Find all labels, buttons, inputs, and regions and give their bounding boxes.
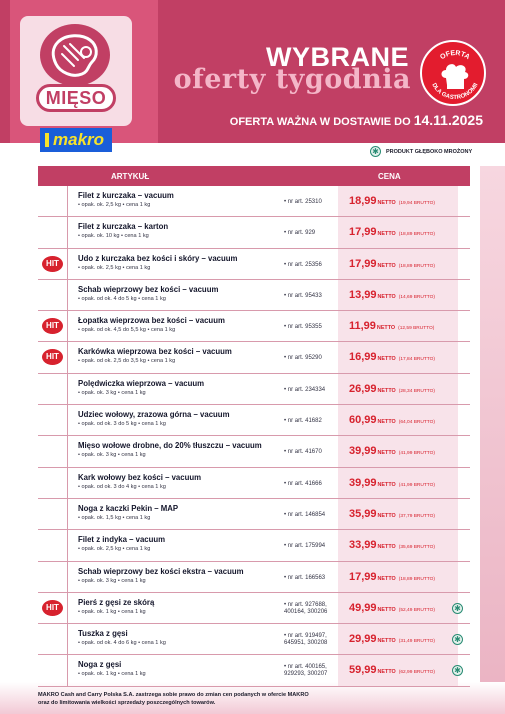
table-row — [38, 217, 470, 248]
net-price — [349, 602, 435, 614]
article-number-line1: • nr art. 919497, — [284, 633, 327, 640]
product-details: • opak. ok. 3 kg • cena 1 kg — [78, 577, 146, 584]
product-name: Filet z kurczaka – karton — [78, 222, 169, 232]
hit-badge: HIT — [42, 600, 63, 616]
table-row — [38, 593, 470, 624]
net-price — [349, 195, 435, 207]
netto-label: NETTO — [377, 638, 396, 645]
snowflake-icon — [452, 603, 463, 614]
table-body — [38, 186, 470, 687]
article-number: • nr art. 41670 — [284, 449, 322, 456]
gross-price: (17,84 BRUTTO) — [398, 357, 435, 363]
article-number-line1: • nr art. 400165, — [284, 664, 327, 671]
net-price — [349, 226, 435, 238]
makro-logo — [40, 128, 112, 152]
side-decoration — [480, 166, 505, 714]
article-number: • nr art. 25356 — [284, 261, 322, 268]
product-details: • opak. od ok. 3 do 5 kg • cena 1 kg — [78, 421, 166, 428]
frozen-legend — [370, 146, 472, 157]
column-header-article: ARTYKUŁ — [111, 172, 150, 181]
hit-column — [38, 249, 68, 279]
product-details: • opak. od ok. 2,5 do 3,5 kg • cena 1 kg — [78, 358, 176, 365]
gross-price: (28,34 BRUTTO) — [398, 388, 435, 394]
table-row — [38, 436, 470, 467]
hit-badge: HIT — [42, 256, 63, 272]
product-name: Schab wieprzowy bez kości ekstra – vacuum — [78, 566, 244, 576]
hit-column — [38, 280, 68, 310]
table-row — [38, 311, 470, 342]
article-number: • nr art. 41666 — [284, 480, 322, 487]
product-name: Polędwiczka wieprzowa – vacuum — [78, 378, 205, 388]
hit-column — [38, 468, 68, 498]
article-number-line1: • nr art. 927688, — [284, 601, 327, 608]
article-number: • nr art. 95355 — [284, 324, 322, 331]
gross-price: (14,69 BRUTTO) — [398, 294, 435, 300]
validity-label: OFERTA WAŻNA W DOSTAWIE DO — [229, 116, 411, 128]
article-number: • nr art. 25310 — [284, 199, 322, 205]
net-price — [349, 445, 435, 457]
product-details: • opak. ok. 1 kg • cena 1 kg — [78, 608, 146, 615]
article-number: • nr art. 41682 — [284, 418, 322, 425]
table-row — [38, 374, 470, 405]
net-price — [349, 414, 435, 426]
gross-price: (18,89 BRUTTO) — [398, 576, 435, 582]
article-number-line2: 929293, 300207 — [284, 671, 328, 678]
net-price — [349, 383, 435, 395]
snowflake-icon — [370, 146, 381, 157]
net-price-value: 11,99 — [349, 320, 376, 333]
net-price — [349, 539, 435, 551]
title-line1: WYBRANE — [266, 42, 409, 72]
netto-label: NETTO — [377, 669, 396, 676]
footer-line1: MAKRO Cash and Carry Polska S.A. zastrzega sobie prawo do zmian cen podanych w ofercie MAKRO — [38, 692, 309, 698]
net-price-value: 39,99 — [349, 476, 377, 489]
stamp-bottom-text: DLA GASTRONOMII — [430, 82, 480, 102]
article-number — [284, 633, 327, 647]
netto-label: NETTO — [377, 293, 396, 300]
article-number: • nr art. 95290 — [284, 355, 322, 362]
snowflake-icon — [452, 665, 463, 676]
net-price-value: 17,99 — [349, 570, 377, 583]
product-details: • opak. od ok. 4 do 6 kg • cena 1 kg — [78, 640, 166, 647]
netto-label: NETTO — [377, 450, 396, 457]
netto-label: NETTO — [377, 606, 396, 613]
net-price-value: 33,99 — [349, 539, 377, 552]
gross-price: (19,94 BRUTTO) — [398, 201, 435, 206]
net-price-value: 39,99 — [349, 445, 377, 458]
netto-label: NETTO — [377, 387, 396, 394]
product-details: • opak. ok. 2,5 kg • cena 1 kg — [78, 546, 151, 553]
gross-price: (12,59 BRUTTO) — [398, 326, 435, 332]
hit-column — [38, 186, 68, 216]
net-price — [349, 664, 435, 676]
net-price-value: 17,99 — [349, 226, 377, 239]
price-table — [38, 166, 470, 687]
product-details: • opak. ok. 10 kg • cena 1 kg — [78, 233, 149, 240]
product-name: Udziec wołowy, zrazowa górna – vacuum — [78, 410, 230, 420]
header-banner — [0, 0, 505, 143]
gross-price: (35,69 BRUTTO) — [398, 545, 435, 551]
net-price — [349, 633, 435, 645]
gross-price: (37,79 BRUTTO) — [398, 513, 435, 519]
product-name: Łopatka wieprzowa bez kości – vacuum — [78, 316, 225, 326]
product-name: Filet z indyka – vacuum — [78, 535, 166, 545]
table-row — [38, 186, 470, 217]
makro-logo-bar — [45, 133, 49, 147]
product-details: • opak. ok. 1,5 kg • cena 1 kg — [78, 514, 151, 521]
gross-price: (41,99 BRUTTO) — [398, 451, 435, 457]
hit-column — [38, 593, 68, 623]
net-price — [349, 258, 435, 270]
product-details: • opak. ok. 2,5 kg • cena 1 kg — [78, 202, 151, 208]
frozen-legend-label: PRODUKT GŁĘBOKO MROŻONY — [386, 148, 473, 155]
table-row — [38, 530, 470, 561]
hit-column — [38, 499, 68, 529]
article-number: • nr art. 95433 — [284, 292, 322, 299]
netto-label: NETTO — [377, 262, 396, 269]
gross-price: (18,89 BRUTTO) — [398, 232, 435, 238]
product-name: Schab wieprzowy bez kości – vacuum — [78, 284, 219, 294]
meat-steak-icon — [40, 24, 110, 86]
product-name: Noga z gęsi — [78, 660, 122, 670]
table-row — [38, 499, 470, 530]
table-row — [38, 280, 470, 311]
product-name: Mięso wołowe drobne, do 20% tłuszczu – vacuum — [78, 441, 262, 451]
net-price — [349, 320, 434, 332]
netto-label: NETTO — [377, 200, 396, 206]
product-details: • opak. ok. 3 kg • cena 1 kg — [78, 452, 146, 459]
product-name: Udo z kurczaka bez kości i skóry – vacuum — [78, 253, 238, 263]
hit-column — [38, 562, 68, 592]
hit-column — [38, 624, 68, 654]
netto-label: NETTO — [377, 575, 396, 582]
net-price-value: 13,99 — [349, 288, 377, 301]
article-number: • nr art. 146854 — [284, 511, 326, 518]
hit-column — [38, 405, 68, 435]
hit-column — [38, 311, 68, 341]
product-name: Pierś z gęsi ze skórą — [78, 597, 155, 607]
gross-price: (62,99 BRUTTO) — [398, 670, 435, 676]
net-price — [349, 571, 435, 583]
product-name: Noga z kaczki Pekin – MAP — [78, 503, 179, 513]
table-row — [38, 624, 470, 655]
category-label: MIĘSO — [36, 84, 116, 112]
chef-hat-icon — [442, 64, 469, 89]
product-name: Karkówka wieprzowa bez kości – vacuum — [78, 347, 232, 357]
product-details: • opak. ok. 3 kg • cena 1 kg — [78, 389, 146, 396]
column-header-price: CENA — [378, 172, 401, 181]
netto-label: NETTO — [377, 419, 396, 426]
hit-column — [38, 655, 68, 685]
netto-label: NETTO — [377, 544, 396, 551]
table-row — [38, 655, 470, 686]
table-row — [38, 562, 470, 593]
article-number: • nr art. 175994 — [284, 543, 326, 550]
article-number: • nr art. 234334 — [284, 386, 326, 393]
net-price-value: 16,99 — [349, 351, 377, 364]
title-line2: oferty tygodnia — [173, 64, 411, 95]
net-price — [349, 351, 435, 363]
netto-label: NETTO — [377, 356, 396, 363]
netto-label: NETTO — [377, 231, 396, 238]
hit-column — [38, 217, 68, 247]
validity-note — [230, 112, 483, 128]
net-price — [349, 289, 435, 301]
table-header — [38, 166, 470, 186]
product-details: • opak. od ok. 4 do 5 kg • cena 1 kg — [78, 295, 166, 302]
gross-price: (18,89 BRUTTO) — [398, 263, 435, 269]
net-price-value: 60,99 — [349, 414, 377, 427]
table-row — [38, 468, 470, 499]
table-row — [38, 405, 470, 436]
gross-price: (41,99 BRUTTO) — [398, 482, 435, 488]
product-details: • opak. ok. 2,5 kg • cena 1 kg — [78, 264, 151, 271]
footer-line2: oraz do limitowania wielkości sprzedaży poszczególnych towarów. — [38, 700, 216, 706]
article-number-line2: 400164, 300206 — [284, 608, 328, 615]
product-details: • opak. ok. 1 kg • cena 1 kg — [78, 671, 146, 678]
snowflake-icon — [452, 634, 463, 645]
product-details: • opak. od ok. 3 do 4 kg • cena 1 kg — [78, 483, 166, 490]
gastronomy-stamp — [420, 40, 486, 106]
net-price-value: 17,99 — [349, 257, 377, 270]
article-number: • nr art. 166563 — [284, 574, 326, 581]
stamp-top-text: OFERTA — [439, 49, 471, 62]
netto-label: NETTO — [377, 481, 396, 488]
netto-label: NETTO — [376, 325, 396, 332]
makro-logo-text: makro — [53, 130, 105, 149]
product-details: • opak. od ok. 4,5 do 5,5 kg • cena 1 kg — [78, 327, 176, 334]
net-price-value: 35,99 — [349, 507, 377, 520]
article-number — [284, 602, 327, 616]
hit-badge: HIT — [42, 318, 63, 334]
table-row — [38, 249, 470, 280]
svg-text:OFERTA — [439, 50, 471, 61]
net-price-value: 29,99 — [349, 633, 377, 646]
product-name: Filet z kurczaka – vacuum — [78, 191, 174, 200]
product-name: Kark wołowy bez kości – vacuum — [78, 472, 202, 482]
hit-badge: HIT — [42, 349, 63, 365]
hit-column — [38, 436, 68, 466]
gross-price: (31,49 BRUTTO) — [398, 639, 435, 645]
gross-price: (64,04 BRUTTO) — [398, 420, 435, 426]
net-price-value: 49,99 — [349, 601, 377, 614]
net-price-value: 18,99 — [349, 195, 377, 207]
hit-column — [38, 374, 68, 404]
hit-column — [38, 342, 68, 372]
table-row — [38, 342, 470, 373]
net-price-value: 26,99 — [349, 382, 377, 395]
footer-disclaimer — [38, 691, 418, 707]
article-number: • nr art. 929 — [284, 230, 316, 237]
article-number — [284, 664, 327, 678]
article-number-line2: 645951, 300208 — [284, 640, 328, 647]
net-price — [349, 508, 435, 520]
product-name: Tuszka z gęsi — [78, 629, 128, 639]
net-price-value: 59,99 — [349, 664, 377, 677]
netto-label: NETTO — [377, 512, 396, 519]
gross-price: (52,49 BRUTTO) — [398, 607, 435, 613]
net-price — [349, 477, 435, 489]
validity-date: 14.11.2025 — [413, 112, 483, 128]
hit-column — [38, 530, 68, 560]
